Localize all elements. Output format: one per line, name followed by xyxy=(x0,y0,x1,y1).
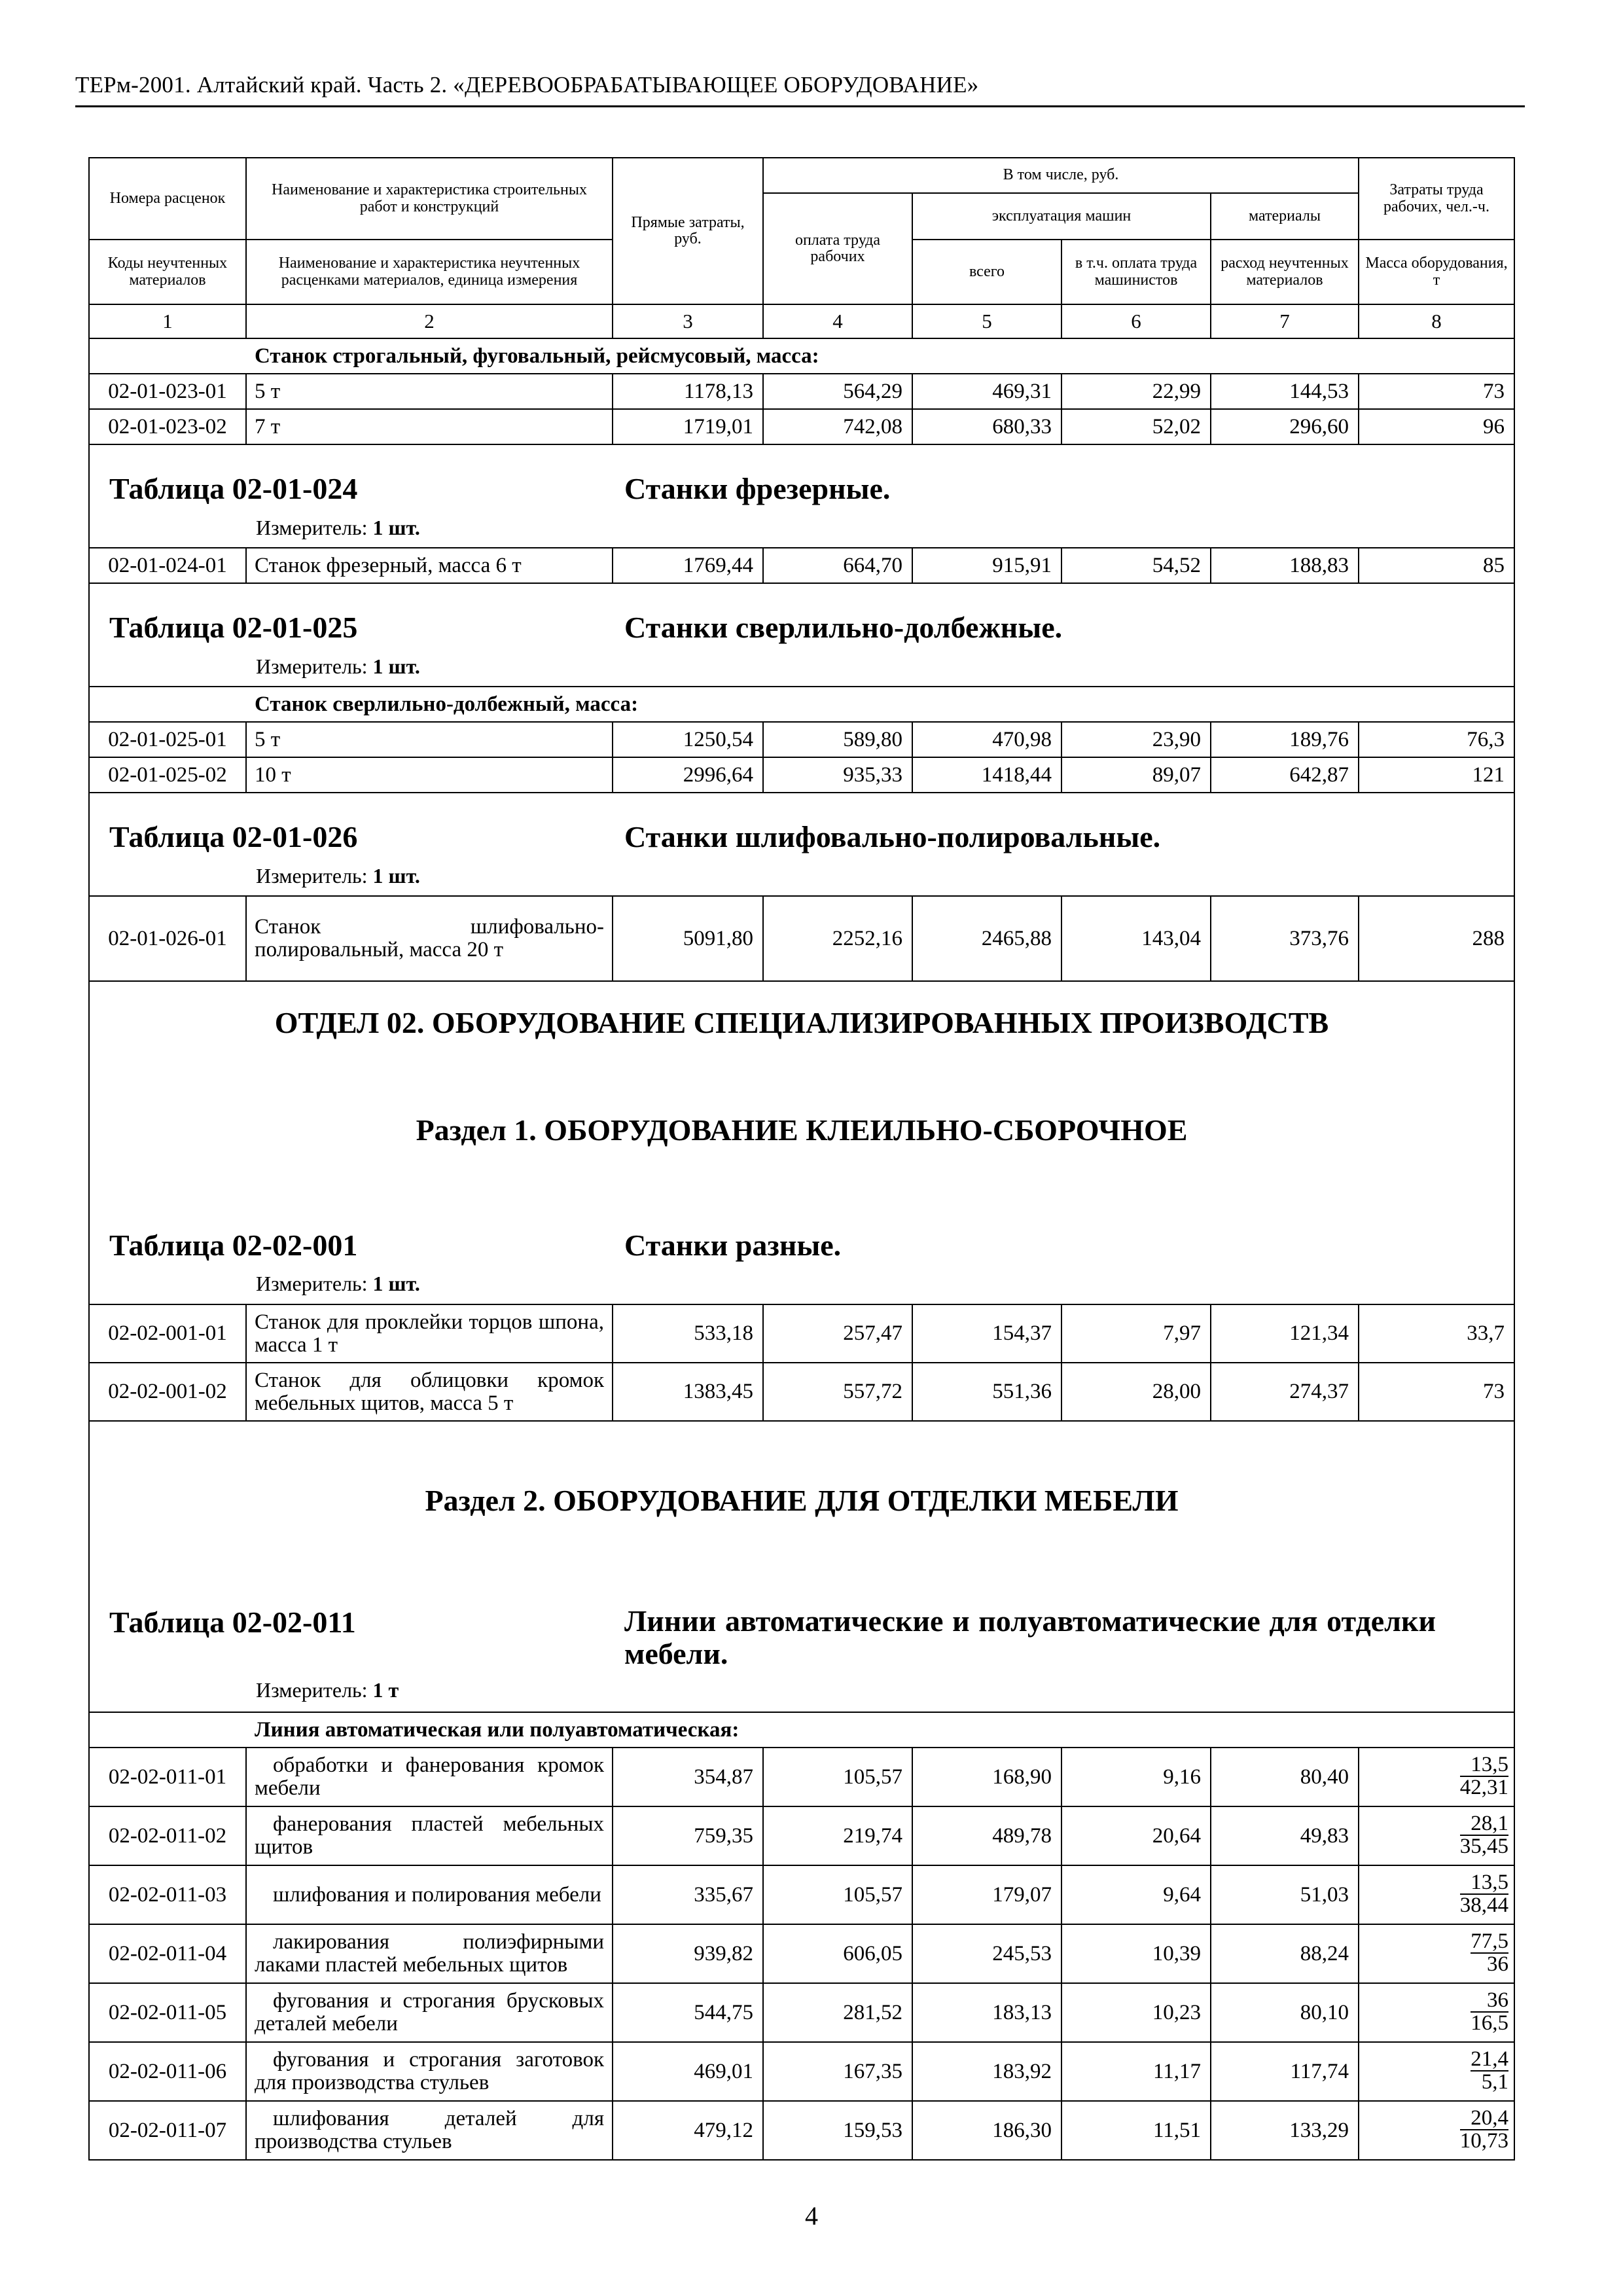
labor-mass-fraction xyxy=(1471,1990,1508,2035)
table-heading-row xyxy=(89,583,1514,687)
machines-total: 489,78 xyxy=(912,1806,1061,1865)
column-index: 8 xyxy=(1359,304,1514,338)
machinist-wage: 20,64 xyxy=(1061,1806,1211,1865)
rate-code: 02-02-011-07 xyxy=(89,2101,246,2160)
header-row-1 xyxy=(89,158,1514,193)
rate-code: 02-02-011-01 xyxy=(89,1748,246,1806)
table-row xyxy=(89,1983,1514,2042)
header-equipment-mass: Масса оборудования, т xyxy=(1359,240,1514,304)
rate-name: фугования и строгания заготовок для производства стульев xyxy=(255,2048,604,2094)
labor-costs: 13,5 xyxy=(1460,1872,1508,1895)
materials: 80,10 xyxy=(1211,1983,1359,2042)
machines-total: 1418,44 xyxy=(912,757,1061,793)
wage: 167,35 xyxy=(763,2042,912,2101)
wage: 219,74 xyxy=(763,1806,912,1865)
wage: 105,57 xyxy=(763,1748,912,1806)
wage: 281,52 xyxy=(763,1983,912,2042)
table-row xyxy=(89,1924,1514,1983)
wage: 557,72 xyxy=(763,1363,912,1421)
labor-mass-fraction xyxy=(1460,1813,1508,1858)
direct-costs: 5091,80 xyxy=(613,896,763,981)
rate-code: 02-02-001-02 xyxy=(89,1363,246,1421)
machinist-wage: 143,04 xyxy=(1061,896,1211,981)
rate-code: 02-02-011-06 xyxy=(89,2042,246,2101)
header-machines-total: всего xyxy=(912,240,1061,304)
department-title: ОТДЕЛ 02. ОБОРУДОВАНИЕ СПЕЦИАЛИЗИРОВАННЫХ ПРОИЗВОДСТВ xyxy=(274,1006,1329,1039)
rate-name: фугования и строгания брусковых деталей мебели xyxy=(255,1989,604,2036)
header-direct-costs: Прямые затраты, руб. xyxy=(613,158,763,304)
table-number: Таблица 02-01-026 xyxy=(109,820,358,853)
rate-name: 5 т xyxy=(246,374,613,409)
equipment-mass: 10,73 xyxy=(1459,2129,1508,2153)
equipment-mass: 33,7 xyxy=(1359,1304,1514,1363)
header-including: В том числе, руб. xyxy=(763,158,1359,193)
direct-costs: 1719,01 xyxy=(613,409,763,444)
table-title: Линии автоматические и полуавтоматические для отделки мебели. xyxy=(624,1604,1436,1670)
table-row xyxy=(89,1363,1514,1421)
group-subheading-row xyxy=(89,338,1514,374)
header-material-use: расход неучтенных материалов xyxy=(1211,240,1359,304)
rate-name: шлифования и полирования мебели xyxy=(273,1882,601,1907)
equipment-mass: 85 xyxy=(1359,548,1514,583)
table-row xyxy=(89,2101,1514,2160)
direct-costs: 335,67 xyxy=(613,1865,763,1924)
measure-unit: Измеритель: 1 шт. xyxy=(256,864,420,888)
group-subheading: Станок сверлильно-долбежный, масса: xyxy=(246,687,1514,722)
wage: 257,47 xyxy=(763,1304,912,1363)
equipment-mass: 42,31 xyxy=(1459,1776,1508,1800)
labor-mass-fraction xyxy=(1460,1754,1508,1799)
equipment-mass: 73 xyxy=(1359,374,1514,409)
machines-total: 154,37 xyxy=(912,1304,1061,1363)
machines-total: 551,36 xyxy=(912,1363,1061,1421)
column-index: 6 xyxy=(1061,304,1211,338)
materials: 133,29 xyxy=(1211,2101,1359,2160)
rate-name: 10 т xyxy=(246,757,613,793)
wage: 159,53 xyxy=(763,2101,912,2160)
table-row xyxy=(89,2042,1514,2101)
machinist-wage: 23,90 xyxy=(1061,722,1211,757)
machinist-wage: 10,23 xyxy=(1061,1983,1211,2042)
machinist-wage: 54,52 xyxy=(1061,548,1211,583)
machinist-wage: 11,51 xyxy=(1061,2101,1211,2160)
header-wage: оплата труда рабочих xyxy=(763,193,912,304)
materials: 274,37 xyxy=(1211,1363,1359,1421)
header-material-codes: Коды неучтенных материалов xyxy=(89,240,246,304)
table-row xyxy=(89,722,1514,757)
rate-name: 5 т xyxy=(246,722,613,757)
labor-mass-fraction xyxy=(1460,2108,1508,2153)
direct-costs: 1769,44 xyxy=(613,548,763,583)
rate-code: 02-02-001-01 xyxy=(89,1304,246,1363)
rate-code: 02-02-011-05 xyxy=(89,1983,246,2042)
wage: 664,70 xyxy=(763,548,912,583)
rate-name: фанерования пластей мебельных щитов xyxy=(255,1812,604,1859)
rate-code: 02-02-011-04 xyxy=(89,1924,246,1983)
table-row xyxy=(89,757,1514,793)
header-rule xyxy=(75,105,1525,107)
machinist-wage: 22,99 xyxy=(1061,374,1211,409)
rate-code: 02-01-025-02 xyxy=(89,757,246,793)
wage: 935,33 xyxy=(763,757,912,793)
table-title: Станки сверлильно-долбежные. xyxy=(624,611,1063,644)
rate-name: 7 т xyxy=(246,409,613,444)
rate-code: 02-01-024-01 xyxy=(89,548,246,583)
section-heading-row xyxy=(89,1421,1514,1712)
direct-costs: 2996,64 xyxy=(613,757,763,793)
rate-name: Станок для облицовки кромок мебельных щитов, масса 5 т xyxy=(246,1363,613,1421)
measure-unit: Измеритель: 1 шт. xyxy=(256,655,420,678)
materials: 80,40 xyxy=(1211,1748,1359,1806)
section-title: Раздел 1. ОБОРУДОВАНИЕ КЛЕИЛЬНО-СБОРОЧНОЕ xyxy=(416,1113,1188,1147)
table-number: Таблица 02-01-025 xyxy=(109,611,358,644)
equipment-mass: 5,1 xyxy=(1481,2070,1508,2094)
materials: 296,60 xyxy=(1211,409,1359,444)
table-heading-row xyxy=(89,793,1514,896)
wage: 606,05 xyxy=(763,1924,912,1983)
machinist-wage: 7,97 xyxy=(1061,1304,1211,1363)
machinist-wage: 9,64 xyxy=(1061,1865,1211,1924)
running-head: ТЕРм-2001. Алтайский край. Часть 2. «ДЕРЕВООБРАБАТЫВАЮЩЕЕ ОБОРУДОВАНИЕ» xyxy=(75,72,979,98)
materials: 189,76 xyxy=(1211,722,1359,757)
direct-costs: 1383,45 xyxy=(613,1363,763,1421)
group-subheading: Линия автоматическая или полуавтоматическая: xyxy=(246,1712,1514,1748)
machines-total: 470,98 xyxy=(912,722,1061,757)
table-number: Таблица 02-01-024 xyxy=(109,472,358,505)
equipment-mass: 73 xyxy=(1359,1363,1514,1421)
equipment-mass: 288 xyxy=(1359,896,1514,981)
table-row xyxy=(89,409,1514,444)
table-title: Станки фрезерные. xyxy=(624,472,891,505)
materials: 121,34 xyxy=(1211,1304,1359,1363)
header-machines: эксплуатация машин xyxy=(912,193,1211,240)
equipment-mass: 76,3 xyxy=(1359,722,1514,757)
labor-mass-fraction xyxy=(1460,1872,1508,1917)
rate-code: 02-01-025-01 xyxy=(89,722,246,757)
rate-code: 02-02-011-03 xyxy=(89,1865,246,1924)
table-title: Станки разные. xyxy=(624,1229,842,1262)
wage: 742,08 xyxy=(763,409,912,444)
direct-costs: 479,12 xyxy=(613,2101,763,2160)
rate-name: обработки и фанерования кромок мебели xyxy=(255,1753,604,1800)
machinist-wage: 89,07 xyxy=(1061,757,1211,793)
materials: 188,83 xyxy=(1211,548,1359,583)
rate-name: лакирования полиэфирными лаками пластей мебельных щитов xyxy=(255,1930,604,1977)
header-name: Наименование и характеристика строительных работ и конструкций xyxy=(246,158,613,240)
labor-mass-fraction xyxy=(1471,2049,1508,2094)
machines-total: 179,07 xyxy=(912,1865,1061,1924)
machines-total: 2465,88 xyxy=(912,896,1061,981)
group-subheading-row xyxy=(89,1712,1514,1748)
rate-name: шлифования деталей для производства стульев xyxy=(255,2107,604,2153)
machines-total: 183,92 xyxy=(912,2042,1061,2101)
labor-costs: 21,4 xyxy=(1471,2047,1508,2071)
direct-costs: 1250,54 xyxy=(613,722,763,757)
rate-code: 02-01-023-02 xyxy=(89,409,246,444)
column-index: 1 xyxy=(89,304,246,338)
group-subheading: Станок строгальный, фуговальный, рейсмусовый, масса: xyxy=(246,338,1514,374)
rate-name: Станок фрезерный, масса 6 т xyxy=(246,548,613,583)
equipment-mass: 96 xyxy=(1359,409,1514,444)
measure-unit: Измеритель: 1 т xyxy=(256,1678,399,1702)
labor-costs: 28,1 xyxy=(1460,1813,1508,1837)
direct-costs: 533,18 xyxy=(613,1304,763,1363)
wage: 564,29 xyxy=(763,374,912,409)
rate-code: 02-01-026-01 xyxy=(89,896,246,981)
rate-code: 02-01-023-01 xyxy=(89,374,246,409)
column-index: 3 xyxy=(613,304,763,338)
column-index: 7 xyxy=(1211,304,1359,338)
labor-costs: 20,4 xyxy=(1460,2108,1508,2131)
rate-code: 02-02-011-02 xyxy=(89,1806,246,1865)
table-heading-row xyxy=(89,444,1514,548)
direct-costs: 544,75 xyxy=(613,1983,763,2042)
column-index-row xyxy=(89,304,1514,338)
column-index: 5 xyxy=(912,304,1061,338)
labor-costs: 36 xyxy=(1471,1990,1508,2013)
column-index: 2 xyxy=(246,304,613,338)
table-number: Таблица 02-02-001 xyxy=(109,1229,358,1262)
machines-total: 183,13 xyxy=(912,1983,1061,2042)
equipment-mass: 121 xyxy=(1359,757,1514,793)
table-row xyxy=(89,548,1514,583)
table-row xyxy=(89,1748,1514,1806)
materials: 117,74 xyxy=(1211,2042,1359,2101)
table-row xyxy=(89,374,1514,409)
machinist-wage: 52,02 xyxy=(1061,409,1211,444)
direct-costs: 759,35 xyxy=(613,1806,763,1865)
machinist-wage: 10,39 xyxy=(1061,1924,1211,1983)
rates-table xyxy=(88,157,1515,2161)
section-heading-row xyxy=(89,981,1514,1304)
materials: 642,87 xyxy=(1211,757,1359,793)
header-machinist-wage: в т.ч. оплата труда машинистов xyxy=(1061,240,1211,304)
header-labor-costs: Затраты труда рабочих, чел.-ч. xyxy=(1359,158,1514,240)
materials: 51,03 xyxy=(1211,1865,1359,1924)
equipment-mass: 36 xyxy=(1487,1952,1508,1977)
header-materials: материалы xyxy=(1211,193,1359,240)
machines-total: 680,33 xyxy=(912,409,1061,444)
table-row xyxy=(89,896,1514,981)
machines-total: 168,90 xyxy=(912,1748,1061,1806)
materials: 88,24 xyxy=(1211,1924,1359,1983)
direct-costs: 469,01 xyxy=(613,2042,763,2101)
column-index: 4 xyxy=(763,304,912,338)
equipment-mass: 16,5 xyxy=(1471,2011,1508,2036)
header-codes: Номера расценок xyxy=(89,158,246,240)
rate-name: Станок шлифовально-полировальный, масса 20 т xyxy=(246,896,613,981)
labor-costs: 13,5 xyxy=(1460,1754,1508,1778)
materials: 49,83 xyxy=(1211,1806,1359,1865)
labor-mass-fraction xyxy=(1471,1931,1508,1976)
wage: 105,57 xyxy=(763,1865,912,1924)
direct-costs: 939,82 xyxy=(613,1924,763,1983)
materials: 373,76 xyxy=(1211,896,1359,981)
group-subheading-row xyxy=(89,687,1514,722)
measure-unit: Измеритель: 1 шт. xyxy=(256,1272,420,1295)
wage: 589,80 xyxy=(763,722,912,757)
machines-total: 469,31 xyxy=(912,374,1061,409)
machinist-wage: 28,00 xyxy=(1061,1363,1211,1421)
page-number: 4 xyxy=(805,2201,818,2231)
equipment-mass: 38,44 xyxy=(1459,1893,1508,1918)
labor-costs: 77,5 xyxy=(1471,1929,1508,1953)
machinist-wage: 9,16 xyxy=(1061,1748,1211,1806)
direct-costs: 1178,13 xyxy=(613,374,763,409)
machines-total: 186,30 xyxy=(912,2101,1061,2160)
measure-unit: Измеритель: 1 шт. xyxy=(256,516,420,539)
table-title: Станки шлифовально-полировальные. xyxy=(624,820,1161,853)
rate-name: Станок для проклейки торцов шпона, масса 1 т xyxy=(246,1304,613,1363)
header-material-names: Наименование и характеристика неучтенных расценками материалов, единица измерения xyxy=(246,240,613,304)
machines-total: 245,53 xyxy=(912,1924,1061,1983)
table-row xyxy=(89,1304,1514,1363)
equipment-mass: 35,45 xyxy=(1459,1835,1508,1859)
materials: 144,53 xyxy=(1211,374,1359,409)
direct-costs: 354,87 xyxy=(613,1748,763,1806)
table-row xyxy=(89,1865,1514,1924)
section-title: Раздел 2. ОБОРУДОВАНИЕ ДЛЯ ОТДЕЛКИ МЕБЕЛИ xyxy=(425,1484,1179,1517)
machines-total: 915,91 xyxy=(912,548,1061,583)
table-row xyxy=(89,1806,1514,1865)
wage: 2252,16 xyxy=(763,896,912,981)
machinist-wage: 11,17 xyxy=(1061,2042,1211,2101)
table-number: Таблица 02-02-011 xyxy=(109,1605,356,1639)
